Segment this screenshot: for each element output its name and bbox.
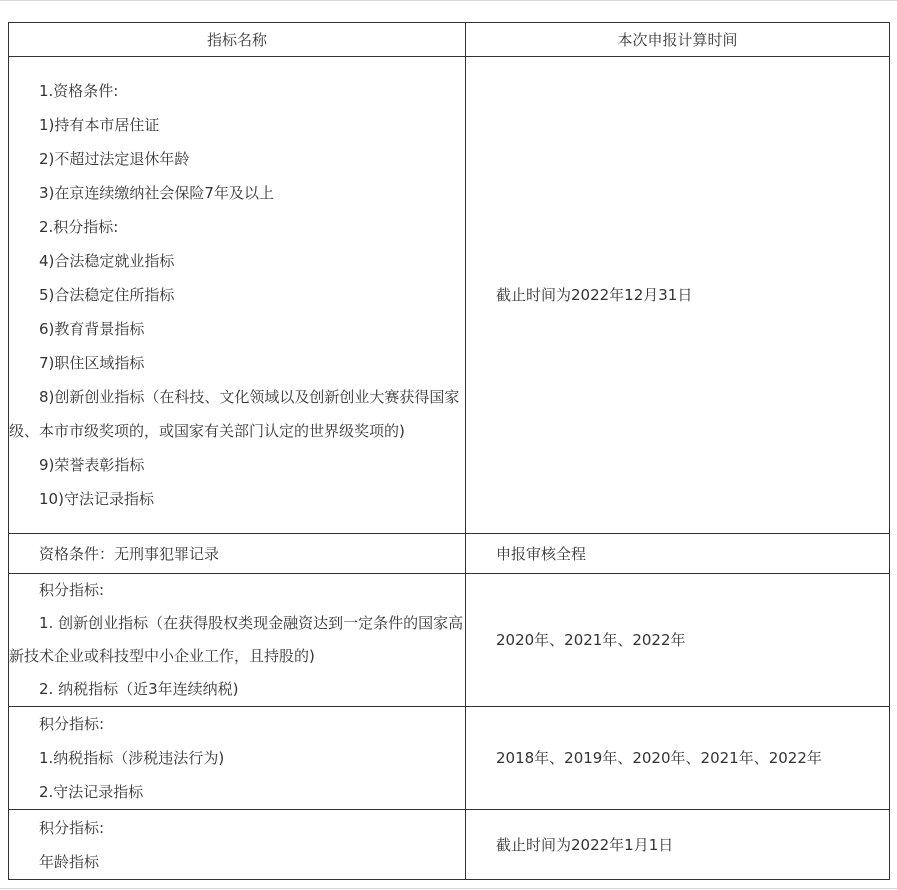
indicator-line: 8)创新创业指标（在科技、文化领域以及创新创业大赛获得国家级、本市市级奖项的，或国家有关部门认定的世界级奖项的) [9,388,460,440]
calc-time-value: 2020年、2021年、2022年 [496,631,686,649]
calc-time-cell [466,57,890,534]
indicator-name-cell [9,534,466,574]
indicator-line: 年龄指标 [39,852,100,871]
table-row [9,810,890,880]
calc-time-cell [466,534,890,574]
indicator-line: 3)在京连续缴纳社会保险7年及以上 [39,184,274,202]
indicator-table [8,22,890,880]
bottom-divider [0,888,897,889]
calc-time-cell [466,810,890,880]
indicator-name-cell [9,810,466,880]
indicator-line: 1.纳税指标（涉税违法行为) [39,749,225,767]
table-row [9,574,890,707]
calc-time-value: 截止时间为2022年12月31日 [496,286,693,304]
indicator-line: 2.守法记录指标 [39,783,144,801]
indicator-line: 1.资格条件: [39,82,119,100]
indicator-line: 资格条件：无刑事犯罪记录 [39,544,220,563]
indicator-line: 2.积分指标: [39,218,119,236]
table-row [9,534,890,574]
calc-time-value: 截止时间为2022年1月1日 [496,835,674,854]
header-calc-time: 本次申报计算时间 [466,23,890,57]
indicator-line: 4)合法稳定就业指标 [39,252,175,270]
indicator-line: 10)守法记录指标 [39,490,154,508]
indicator-line: 9)荣誉表彰指标 [39,456,145,474]
indicator-line: 7)职住区域指标 [39,354,145,372]
calc-time-value: 2018年、2019年、2020年、2021年、2022年 [496,749,822,767]
top-divider [0,0,897,1]
indicator-line: 6)教育背景指标 [39,320,145,338]
table-body [9,57,890,880]
table-row [9,57,890,534]
header-row [9,23,890,57]
indicator-name-cell [9,574,466,707]
indicator-line: 2)不超过法定退休年龄 [39,150,190,168]
indicator-line: 积分指标: [39,818,105,837]
calc-time-cell [466,707,890,810]
indicator-line: 积分指标: [39,581,105,599]
indicator-line: 1)持有本市居住证 [39,116,160,134]
indicator-name-cell [9,707,466,810]
indicator-line: 2. 纳税指标（近3年连续纳税) [39,680,239,698]
indicator-line: 5)合法稳定住所指标 [39,286,175,304]
indicator-line: 积分指标: [39,715,105,733]
indicator-line: 1. 创新创业指标（在获得股权类现金融资达到一定条件的国家高新技术企业或科技型中小企业工作，且持股的) [9,614,464,665]
calc-time-cell [466,574,890,707]
indicator-name-cell [9,57,466,534]
table-row [9,707,890,810]
calc-time-value: 申报审核全程 [496,544,587,563]
table-header [9,23,890,57]
header-indicator-name: 指标名称 [9,23,466,57]
